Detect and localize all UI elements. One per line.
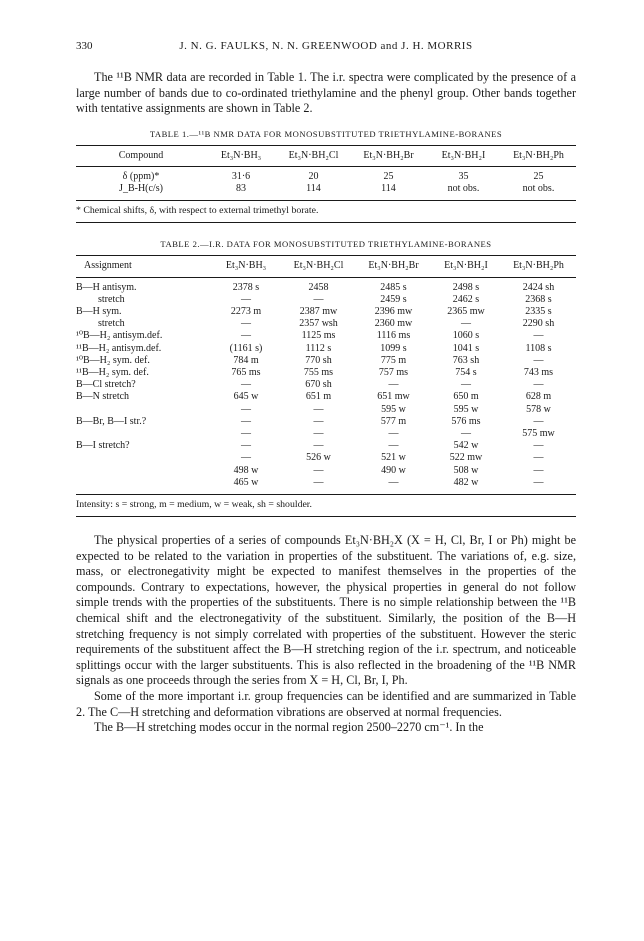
table2-value-cell: 1112 s: [305, 342, 332, 354]
table2-value-cell: 1041 s: [452, 342, 480, 354]
table2-value-cell: 542 w: [453, 440, 479, 452]
table2-value-cell: —: [533, 379, 544, 391]
table2-value-cell: —: [241, 318, 251, 330]
paper-page: [76, 40, 576, 736]
table2-assignment-cell: B—N stretch: [76, 391, 130, 403]
table1-header-cell: Et₃N·BH₂Ph: [513, 149, 564, 161]
body-paragraph: The B—H stretching modes occur in the normal region 2500–2270 cm⁻¹. In the: [94, 720, 484, 735]
table1-header-cell: Et₃N·BH₂Br: [363, 149, 414, 161]
table2-value-cell: 2458: [308, 281, 329, 293]
table2-footnote: Intensity: s = strong, m = medium, w = weak, sh = shoulder.: [76, 499, 312, 511]
table2-assignment-cell: B—H sym.: [76, 306, 122, 317]
table2-row: [76, 391, 576, 403]
table2-value-cell: 651 m: [305, 391, 332, 403]
table2-value-cell: —: [313, 293, 324, 305]
table2-value-cell: —: [241, 379, 251, 391]
table1-header-row: [76, 145, 576, 166]
table2-row: [76, 343, 576, 355]
table2-row: [76, 318, 576, 330]
table1-separator: [76, 222, 576, 223]
body-paragraph: The physical properties of a series of compounds Et₃N·BH₂X (X = H, Cl, Br, I or Ph) might be expected to be related to the variation in properties of the substituent. The variations of, e.g. size, mass, or electronegativity might be expected to manifest themselves in the properties of the compounds. Contrary to expectations, however, the physical properties in general do not follow simple trends with the properties of the substituents. There is no simple relationship between the ¹¹B chemical shift and the electronegativity of the substituent. Similarly, the position of the B—H stretching frequency is not simply correlated with properties of the substituent. However the steric requirements of the substituent affect the B—H stretching region of the i.r. spectrum, and noticeable splittings occur with the larger substituents. This is also reflected in the broadening of the ¹¹B NMR signals as one proceeds through the series from X = H, Cl, Br, I, Ph.: [76, 533, 576, 688]
table2-value-cell: —: [313, 415, 324, 427]
table2-value-cell: 763 sh: [452, 354, 480, 366]
table2-row: [76, 330, 576, 342]
table2-assignment-cell: B—H antisym.: [76, 281, 137, 293]
table2-value-cell: —: [388, 440, 399, 452]
table2-value-cell: 490 w: [381, 464, 406, 476]
table1-cell: 114: [306, 183, 321, 195]
running-header: [76, 40, 576, 58]
table1: [76, 145, 576, 202]
table2-assignment-cell: stretch: [98, 293, 125, 305]
table2-value-cell: —: [313, 440, 324, 452]
table2-value-cell: 2290 sh: [522, 318, 555, 330]
table2-value-cell: 775 m: [380, 354, 407, 366]
table1-cell: 25: [383, 170, 394, 182]
table2: [76, 255, 576, 495]
table2-value-cell: —: [461, 428, 471, 440]
table1-row: [76, 166, 576, 183]
table1-header-cell: Et₃N·BH₃: [220, 149, 262, 161]
table2-row: [76, 367, 576, 379]
table2-value-cell: —: [533, 476, 544, 488]
table2-value-cell: 2378 s: [232, 281, 260, 293]
table2-row: [76, 277, 576, 294]
table2-value-cell: 578 w: [526, 403, 551, 415]
table2-value-cell: 770 sh: [305, 354, 332, 366]
table2-value-cell: (1161 s): [229, 342, 263, 354]
table2-header-cell: Et₃N·BH₂Cl: [293, 260, 344, 272]
table2-row: [76, 440, 576, 452]
table2-value-cell: —: [461, 379, 471, 391]
table2-value-cell: —: [533, 415, 544, 427]
table2-value-cell: 2459 s: [380, 293, 407, 305]
table1-header-cell: Compound: [118, 149, 164, 161]
table2-header-cell: Assignment: [84, 260, 132, 272]
table2-value-cell: 757 ms: [378, 367, 409, 379]
table2-value-cell: 1116 ms: [376, 330, 411, 342]
table2-value-cell: —: [533, 354, 544, 366]
table2-value-cell: 2368 s: [525, 293, 552, 305]
table2-value-cell: 575 mw: [522, 428, 555, 440]
page-number: 330: [76, 40, 93, 52]
table2-separator: [76, 516, 576, 517]
table2-value-cell: —: [313, 403, 324, 415]
table2-assignment-cell: [76, 404, 211, 416]
table2-value-cell: 482 w: [453, 476, 479, 488]
table2-value-cell: 522 mw: [449, 452, 483, 464]
table2-value-cell: 2485 s: [380, 281, 407, 293]
table2-caption: TABLE 2.—I.R. DATA FOR MONOSUBSTITUTED TRIETHYLAMINE-BORANES: [160, 239, 492, 250]
table1-header-cell: Et₃N·BH₂I: [441, 149, 486, 161]
table2-value-cell: 2498 s: [452, 281, 480, 293]
running-authors: J. N. G. FAULKS, N. N. GREENWOOD and J. H. MORRIS: [179, 40, 473, 52]
table2-value-cell: 765 ms: [231, 367, 261, 379]
table2-value-cell: 784 m: [233, 354, 259, 366]
table2-row: [76, 306, 576, 318]
table2-assignment-cell: [76, 465, 211, 477]
table1-footnote: * Chemical shifts, δ, with respect to external trimethyl borate.: [76, 205, 319, 217]
table2-value-cell: —: [388, 428, 399, 440]
table2-value-cell: 651 mw: [377, 391, 410, 403]
table2-value-cell: 650 m: [453, 391, 479, 403]
table2-header-cell: Et₃N·BH₃: [225, 260, 267, 272]
table1-cell: 20: [308, 170, 319, 182]
table2-value-cell: 576 ms: [451, 415, 481, 427]
table2-assignment-cell: stretch: [98, 318, 125, 330]
table2-value-cell: 2462 s: [452, 293, 480, 305]
table2-value-cell: —: [241, 330, 251, 342]
table2-assignment-cell: [76, 428, 211, 440]
table2-value-cell: 2360 mw: [374, 318, 413, 330]
body-paragraph: Some of the more important i.r. group frequencies can be identified and are summarized in Table 2. The C—H stretching and deformation vibrations are observed at normal frequencies.: [76, 688, 576, 719]
table2-value-cell: —: [313, 428, 324, 440]
table2-value-cell: 526 w: [306, 452, 331, 464]
table2-assignment-cell: [76, 477, 211, 495]
table2-value-cell: 595 w: [453, 403, 479, 415]
table1-cell: δ (ppm)*: [122, 170, 160, 182]
table2-value-cell: 577 m: [380, 415, 407, 427]
table2-value-cell: —: [241, 440, 251, 452]
table2-value-cell: —: [388, 379, 399, 391]
table2-value-cell: 2273 m: [230, 306, 262, 317]
table1-cell: 31·6: [231, 170, 251, 182]
table2-value-cell: —: [241, 403, 251, 415]
table1-row: [76, 183, 576, 201]
table2-value-cell: 755 ms: [303, 367, 334, 379]
table2-value-cell: —: [241, 415, 251, 427]
intro-paragraph: The ¹¹B NMR data are recorded in Table 1. The i.r. spectra were complicated by the presence of a large number of bands due to co-ordinated triethylamine and the phenyl group. Other bands together with tentative assignments are shown in Table 2.: [76, 70, 576, 116]
table2-value-cell: —: [461, 318, 471, 330]
table1-cell: 35: [458, 170, 469, 182]
table1-cell: 114: [381, 183, 396, 195]
table2-assignment-cell: [76, 452, 211, 464]
table2-value-cell: —: [313, 464, 324, 476]
table2-assignment-cell: B—I stretch?: [76, 440, 130, 452]
table2-value-cell: 1099 s: [380, 342, 407, 354]
table2-header-cell: Et₃N·BH₂I: [444, 260, 488, 272]
table2-header-row: [76, 256, 576, 277]
table2-value-cell: 670 sh: [305, 379, 332, 391]
table2-value-cell: 465 w: [233, 476, 259, 488]
table2-value-cell: 1060 s: [452, 330, 480, 342]
table2-value-cell: —: [533, 330, 544, 342]
table2-value-cell: —: [241, 293, 251, 305]
table1-header-cell: Et₃N·BH₂Cl: [288, 149, 339, 161]
table2-value-cell: 521 w: [381, 452, 406, 464]
table2-header-cell: Et₃N·BH₂Ph: [513, 260, 564, 272]
table2-value-cell: 645 w: [233, 391, 259, 403]
table2-assignment-cell: ¹¹B—H₂ sym. def.: [76, 367, 149, 379]
table2-row: [76, 416, 576, 428]
table2-value-cell: 1125 ms: [301, 330, 336, 342]
table2-value-cell: 2357 wsh: [299, 318, 338, 330]
table1-cell: not obs.: [447, 183, 480, 195]
table2-value-cell: —: [533, 464, 544, 476]
table2-assignment-cell: ¹⁰B—H₂ sym. def.: [76, 354, 150, 366]
table2-header-cell: Et₃N·BH₂Br: [368, 260, 419, 272]
table2-value-cell: 743 ms: [523, 367, 554, 379]
table2-value-cell: 498 w: [233, 464, 259, 476]
table2-value-cell: 2424 sh: [522, 281, 555, 293]
table2-row: [76, 477, 576, 495]
table1-cell: J_B-H(c/s): [119, 183, 163, 195]
table2-value-cell: —: [241, 428, 251, 440]
table2-value-cell: 2387 mw: [299, 306, 338, 317]
table2-value-cell: 628 m: [525, 391, 552, 403]
table2-row: [76, 355, 576, 367]
table1-caption: TABLE 1.—¹¹B NMR DATA FOR MONOSUBSTITUTED TRIETHYLAMINE-BORANES: [149, 128, 503, 139]
table1-cell: not obs.: [522, 183, 555, 195]
table2-value-cell: —: [313, 476, 324, 488]
table2-body: [76, 277, 576, 494]
table2-value-cell: 595 w: [381, 403, 406, 415]
table2-assignment-cell: ¹⁰B—H₂ antisym.def.: [76, 330, 163, 342]
table2-assignment-cell: ¹¹B—H₂ antisym.def.: [76, 342, 162, 354]
table2-assignment-cell: B—Cl stretch?: [76, 379, 136, 391]
table2-value-cell: 754 s: [455, 367, 477, 379]
table2-value-cell: —: [388, 476, 399, 488]
table2-row: [76, 428, 576, 440]
table1-cell: 83: [236, 183, 246, 195]
table2-value-cell: 508 w: [453, 464, 479, 476]
table1-cell: 25: [533, 170, 544, 182]
table2-value-cell: 2396 mw: [374, 306, 413, 317]
table2-row: [76, 379, 576, 391]
table2-value-cell: 2335 s: [525, 306, 552, 317]
table2-value-cell: —: [533, 452, 544, 464]
table2-value-cell: 1108 s: [525, 342, 552, 354]
table2-value-cell: 2365 mw: [447, 306, 485, 317]
table2-value-cell: —: [241, 452, 251, 464]
table2-row: [76, 294, 576, 306]
table2-row: [76, 452, 576, 464]
table2-row: [76, 465, 576, 477]
table2-assignment-cell: B—Br, B—I str.?: [76, 415, 147, 427]
table2-value-cell: —: [533, 440, 544, 452]
table2-row: [76, 404, 576, 416]
